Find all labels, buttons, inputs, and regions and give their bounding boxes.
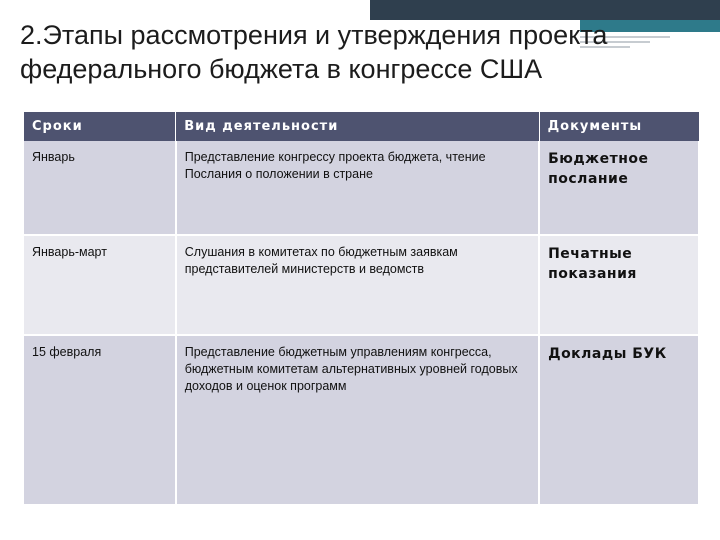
slide-title: 2.Этапы рассмотрения и утверждения проекта федерального бюджета в конгрессе США xyxy=(20,20,608,84)
cell-activity: Представление бюджетным управлениям конгресса, бюджетным комитетам альтернативных уровней годовых доходов и оценок программ xyxy=(176,335,539,505)
cell-period: Январь-март xyxy=(24,235,176,335)
title-area xyxy=(0,0,720,112)
table-row xyxy=(24,235,699,335)
column-header-documents: Документы xyxy=(539,112,699,141)
table-header-row xyxy=(24,112,699,141)
cell-document: Бюджетное послание xyxy=(539,141,699,235)
cell-period: 15 февраля xyxy=(24,335,176,505)
table-row xyxy=(24,141,699,235)
budget-stages-table xyxy=(24,112,700,506)
table-row xyxy=(24,335,699,505)
cell-period: Январь xyxy=(24,141,176,235)
cell-document: Печатные показания xyxy=(539,235,699,335)
cell-activity: Представление конгрессу проекта бюджета, чтение Послания о положении в стране xyxy=(176,141,539,235)
column-header-activity: Вид деятельности xyxy=(176,112,539,141)
cell-activity: Слушания в комитетах по бюджетным заявкам представителей министерств и ведомств xyxy=(176,235,539,335)
column-header-period: Сроки xyxy=(24,112,176,141)
cell-document: Доклады БУК xyxy=(539,335,699,505)
